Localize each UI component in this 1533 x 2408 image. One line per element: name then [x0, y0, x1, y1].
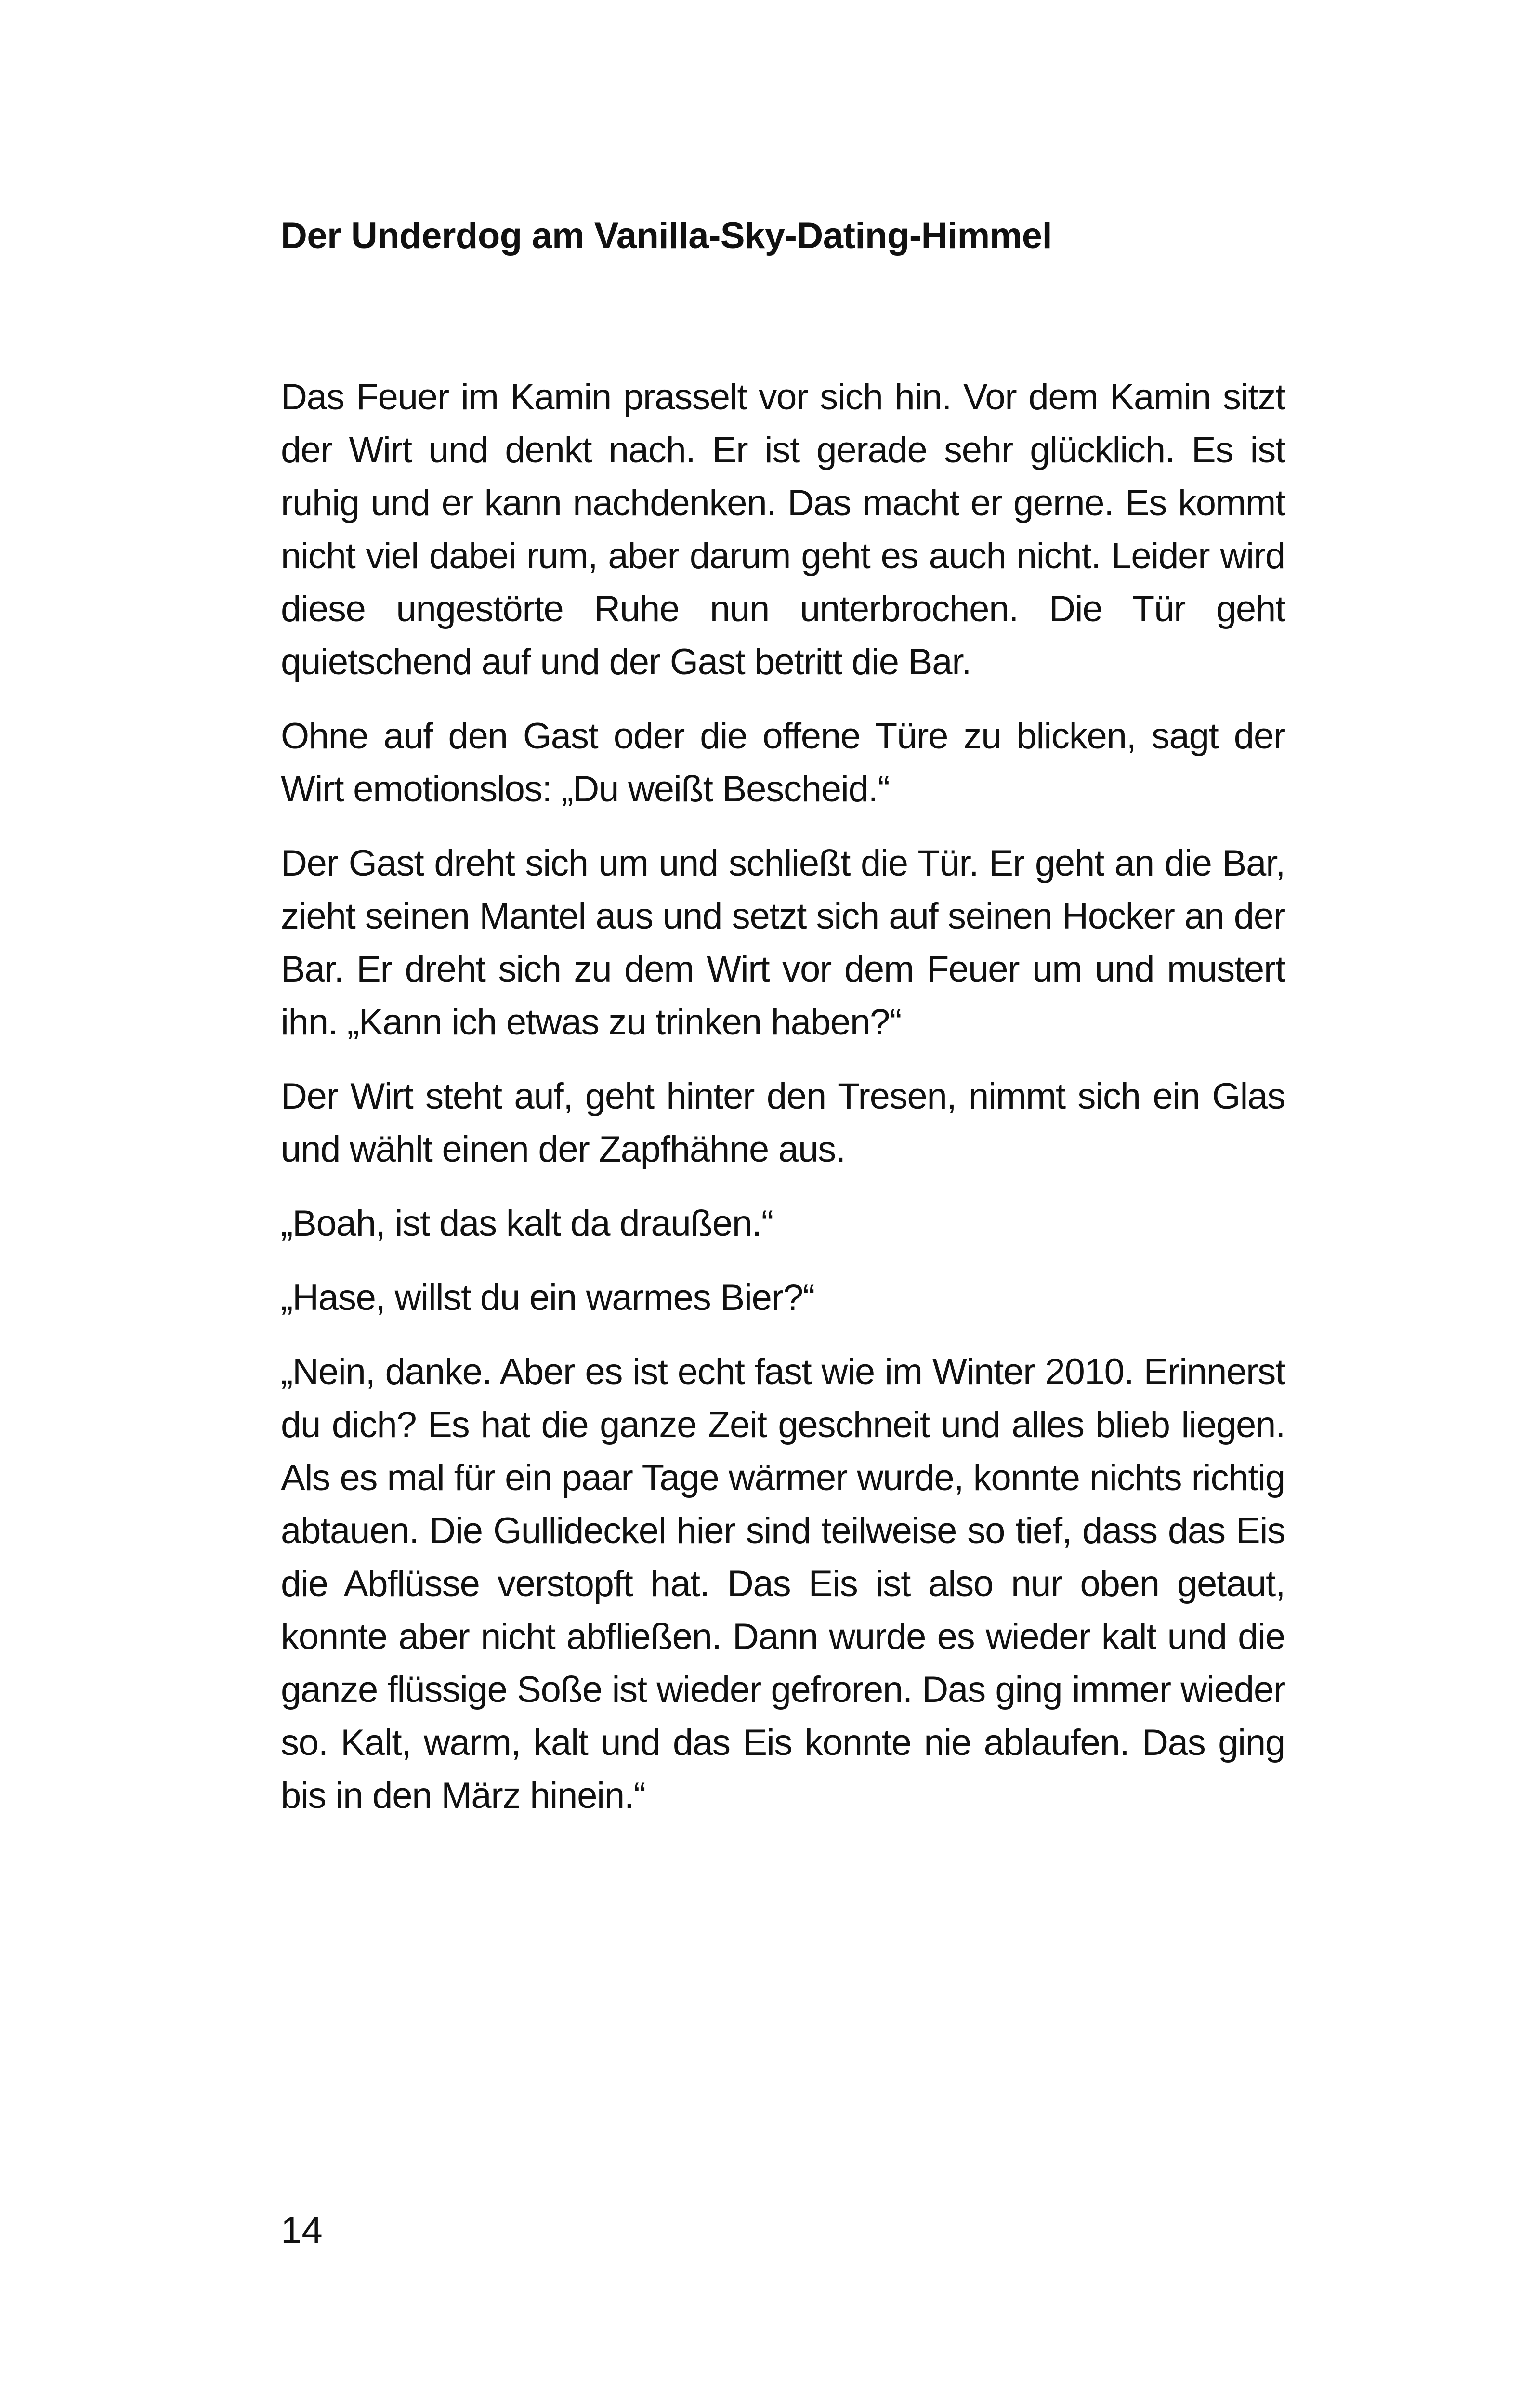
- page-content: [281, 212, 1285, 1844]
- paragraph-4: Der Wirt steht auf, geht hinter den Tresen, nimmt sich ein Glas und wählt einen der Zapfhähne aus.: [281, 1076, 1285, 1170]
- paragraph-2: Ohne auf den Gast oder die offene Türe zu blicken, sagt der Wirt emotionslos: „Du weißt Bescheid.“: [281, 716, 1285, 810]
- paragraph-5: „Boah, ist das kalt da draußen.“: [281, 1203, 773, 1244]
- paragraph-6: „Hase, willst du ein warmes Bier?“: [281, 1277, 814, 1318]
- paragraph-1: Das Feuer im Kamin prasselt vor sich hin. Vor dem Kamin sitzt der Wirt und denkt nach. Er ist gerade sehr glücklich. Es ist ruhig und er kann nachdenken. Das macht er gerne. Es kommt nicht viel dabei rum, aber darum geht es auch nicht. Leider wird diese ungestörte Ruhe nun unterbrochen. Die Tür geht quietschend auf und der Gast betritt die Bar.: [281, 377, 1285, 682]
- paragraph-7: „Nein, danke. Aber es ist echt fast wie im Winter 2010. Erinnerst du dich? Es hat die ganze Zeit geschneit und alles blieb liegen. Als es mal für ein paar Tage wärmer wurde, konnte nichts richtig abtauen. Die Gullideckel hier sind teilweise so tief, dass das Eis die Abflüsse verstopft hat. Das Eis ist also nur oben getaut, konnte aber nicht abfließen. Dann wurde es wieder kalt und die ganze flüssige Soße ist wieder gefroren. Das ging immer wieder so. Kalt, warm, kalt und das Eis konnte nie ablaufen. Das ging bis in den März hinein.“: [281, 1351, 1285, 1816]
- paragraph-3: Der Gast dreht sich um und schließt die Tür. Er geht an die Bar, zieht seinen Mantel aus und setzt sich auf seinen Hocker an der Bar. Er dreht sich zu dem Wirt vor dem Feuer um und mustert ihn. „Kann ich etwas zu trinken haben?“: [281, 843, 1285, 1043]
- chapter-title: Der Underdog am Vanilla-Sky-Dating-Himmel: [281, 215, 1052, 256]
- page-number: 14: [281, 2209, 323, 2251]
